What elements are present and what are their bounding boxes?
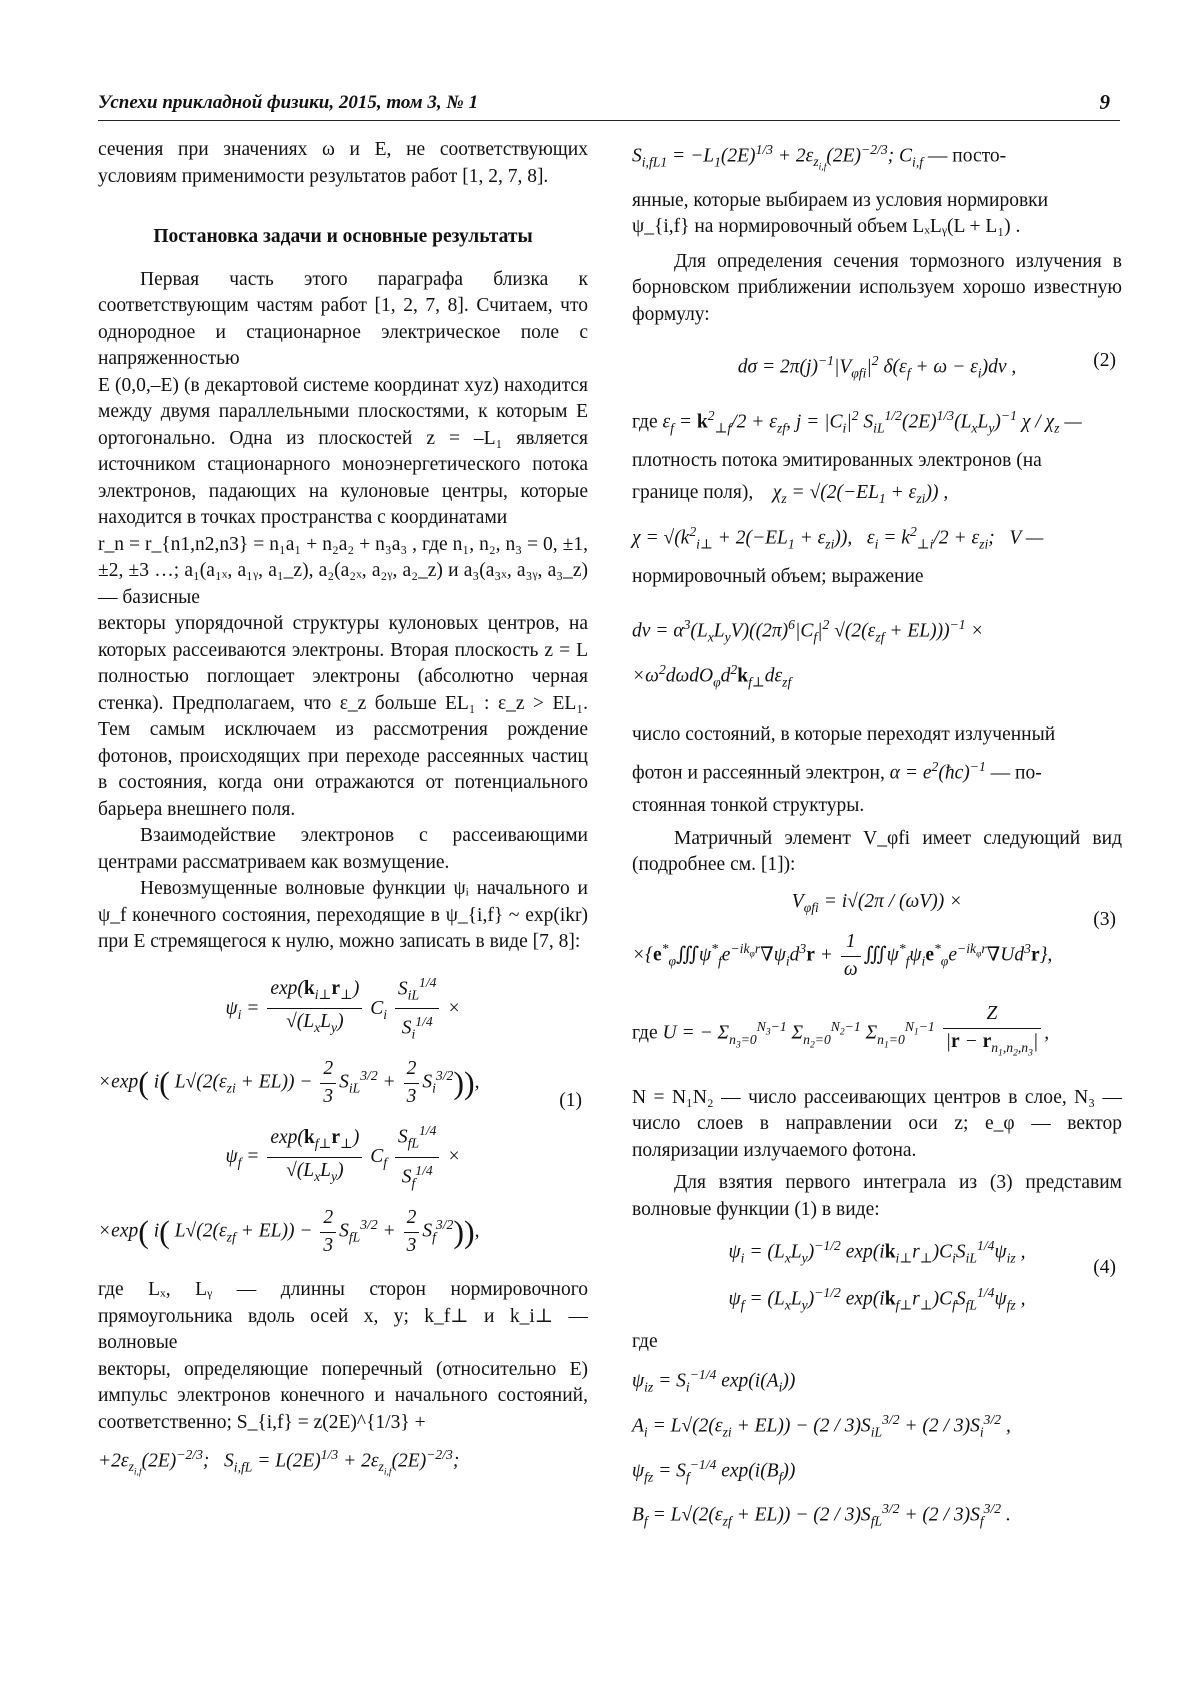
paragraph: плотность потока эмитированных электронов (на	[632, 449, 1042, 471]
equation-line: где U = − $\Sigma_{n_3=0}^{N_3-1}$ $\Sigma_{n_2=0}^{N_2-1}$ $\Sigma_{n_1=0}^{N_1-1}$ $\frac{Z}{|r - r_{n_1,n_2,n_3}|}$ ,	[632, 1003, 1050, 1059]
equation-line: $B_f = L√(2(\varepsilon_{zf} + EL)) - (2 / 3)S_{fL}^{3/2} + (2 / 3)S_f^{3/2}$ .	[632, 1501, 1011, 1529]
equation-number: (1)	[559, 1089, 582, 1111]
equation-line: $S_{i,fL1} = -L_1(2E)^{1/3} + 2\varepsilon_{z_{i,f}}(2E)^{-2/3}$; $C_{i,f}$ — посто-	[632, 142, 1007, 174]
equation-line: $\psi_{iz} = S_i^{-1/4}$ $\exp(i(A_i))$	[632, 1366, 796, 1395]
paragraph: стоянная тонкой структуры.	[632, 795, 865, 817]
equation-line: $\times\{e^*_\varphi∭\psi^*_fe^{-ik_\varphi r}\nabla\psi_id^3r$ + $\frac{1}{\omega}$ $∭\psi^*_f\psi_ie^*_\varphi e^{-ik_\varphi r}\nabla Ud^3r$},	[632, 931, 1053, 980]
paragraph: векторы упорядочной структуры кулоновых центров, на которых рассеиваются электроны. Вторая плоскость z = L полностью поглощает электроны (абсолютно черная стенка). Предполагаем, что ε_z больше EL₁ : ε_z > EL₁. Тем самым исключаем из рассмотрения рождение фотонов, происходящих при переходе рассеянных частиц в состояния, когда они отражаются от потенциального барьера внешнего поля.	[98, 613, 588, 820]
left-column	[98, 137, 588, 1493]
equation-line: $d\nu = \alpha^3(L_xL_yV)((2\pi)^6|C_f|^2$ $√(2(\varepsilon_{zf} + EL)))^{-1}$ ×	[632, 617, 984, 645]
equation-line: $\psi_f = (L_xL_y)^{-1/2}$ $\exp(ik_{f\perp}r_\perp)C_fS_{fL}^{1/4}\psi_{fz}$ ,	[728, 1285, 1026, 1313]
equation-line: фотон и рассеянный электрон, $\alpha = e^2(ħc)^{-1}$ — по-	[632, 759, 1042, 784]
equation-4	[632, 1233, 1122, 1319]
section-heading: Постановка задачи и основные результаты	[153, 226, 533, 247]
equation-line: $\times\omega^2d\omega dO_\varphi d^2k_{f\perp}d\varepsilon_{zf}$	[632, 662, 792, 690]
paragraph: где	[632, 1331, 658, 1353]
paragraph: Матричный элемент V_φfi имеет следующий вид (подробнее см. [1]):	[632, 827, 1122, 876]
paragraph: янные, которые выбираем из условия нормировки	[632, 189, 1049, 211]
equation-line: границе поля), $\chi_z = √(2(-EL_1 + \varepsilon_{zi}))$ ,	[632, 482, 949, 507]
equation-line: $\psi_{fz} = S_f^{-1/4}$ $\exp(i(B_f))$	[632, 1456, 796, 1484]
equation-line: $\psi_i$ = $\frac{\exp(k_{i\perp}r_\perp)}{√(L_xL_y)}$ $C_i$ $\frac{S_{iL}^{1/4}}{S_i^{1/4}}$ ×	[98, 970, 588, 1049]
paragraph: r_n = r_{n1,n2,n3} = n₁a₁ + n₂a₂ + n₃a₃ , где n₁, n₂, n₃ = 0, ±1, ±2, ±3 …; a₁(a₁ₓ, a₁ᵧ, a₁_z), a₂(a₂ₓ, a₂ᵧ, a₂_z) и a₃(a₃ₓ, a₃ᵧ, a₃_z) — базисные	[98, 533, 588, 608]
journal-title: Успехи прикладной физики, 2015, том 3, № 1	[98, 92, 479, 113]
paragraph: N = N₁N₂ — число рассеивающих центров в слое, N₃ — число слоев в направлении оси z; e_φ — вектор поляризации излучаемого фотона.	[632, 1086, 1122, 1161]
equation-line: ×exp( i( $L√(2(\varepsilon_{zf} + EL))$ − $\frac{2}{3}$ $S_{fL}^{3/2}$ + $\frac{2}{3}$ $S_f^{3/2}$)),	[98, 1207, 480, 1256]
paragraph: нормировочный объем; выражение	[632, 565, 924, 587]
equation-line: $\chi = √(k^2_{i\perp} + 2(-EL_1 + \varepsilon_{zi}))$, $\varepsilon_i = k^2_{\perp i}/2 + \varepsilon_{zi}$; V —	[632, 523, 1044, 552]
paragraph: ψ_{i,f} на нормировочный объем LₓLᵧ(L + L₁) .	[632, 216, 1021, 238]
equation-line: ×exp( i( $L√(2(\varepsilon_{zi} + EL))$ − $\frac{2}{3}$ $S_{iL}^{3/2}$ + $\frac{2}{3}$ $S_i^{3/2}$)),	[98, 1058, 480, 1107]
page-number: 9	[1099, 90, 1110, 114]
equation-1	[98, 970, 588, 1260]
right-column	[632, 137, 1122, 1541]
equation-line: $d\sigma = 2\pi(j)^{-1}|V_{\varphi fi}|^2$ $\delta(\varepsilon_f + \omega - \varepsilon_i)d\nu$ ,	[737, 353, 1017, 381]
equation-number: (4)	[1093, 1257, 1116, 1279]
equation-3	[632, 889, 1122, 983]
paragraph: Для определения сечения тормозного излучения в борновском приближении используем хорошо известную формулу:	[632, 250, 1122, 325]
paragraph: Невозмущенные волновые функции ψᵢ начального и ψ_f конечного состояния, переходящие в ψ_{i,f} ~ exp(ikr) при E стремящегося к нулю, можно записать в виде [7, 8]:	[98, 878, 588, 952]
equation-2	[632, 348, 1122, 387]
running-header	[98, 86, 1120, 121]
paragraph: E (0,0,–E) (в декартовой системе координат xyz) находится между двумя параллельными плоскостями, к которым E ортогонально. Одна из плоскостей z = –L₁ является источником стационарного моноэнергетического потока электронов, падающих на кулоновые центры, которые находится в точках пространства с координатами	[98, 374, 588, 528]
equation-number: (2)	[1093, 350, 1116, 372]
equation-line: $+2\varepsilon_{z_{i,f}}(2E)^{-2/3}$; $S_{i,fL} = L(2E)^{1/3} + 2\varepsilon_{z_{i,f}}(2E)^{-2/3}$;	[98, 1447, 460, 1479]
equation-line: $A_i = L√(2(\varepsilon_{zi} + EL)) - (2 / 3)S_{iL}^{3/2} + (2 / 3)S_i^{3/2}$ ,	[632, 1411, 1011, 1440]
paragraph: векторы, определяющие поперечный (относительно E) импульс электронов конечного и начального состояний, соответственно; S_{i,f} = z(2E)^{1/3} +	[98, 1358, 588, 1433]
equation-line: где $\varepsilon_f = k^2_{\perp f}/2 + \varepsilon_{zf}$, $j = |C_i|^2$ $S_{iL}^{1/2}(2E)^{1/3}(L_xL_y)^{-1}$ χ / $\chi_z$ —	[632, 408, 1082, 436]
equation-number: (3)	[1093, 908, 1116, 930]
paragraph: Взаимодействие электронов с рассеивающими центрами рассматриваем как возмущение.	[98, 825, 588, 873]
paragraph: где Lₓ, Lᵧ — длинны сторон нормировочного прямоугольника вдоль осей x, y; k_f⊥ и k_i⊥ — волновые	[98, 1279, 588, 1354]
paragraph: сечения при значениях ω и E, не соответствующих условиям применимости результатов работ [1, 2, 7, 8].	[98, 139, 588, 187]
paragraph: число состояний, в которые переходят излученный	[632, 723, 1056, 745]
equation-line: $\psi_f$ = $\frac{\exp(k_{f\perp}r_\perp)}{√(L_xL_y)}$ $C_f$ $\frac{S_{fL}^{1/4}}{S_f^{1/4}}$ ×	[98, 1118, 588, 1197]
equation-line: $V_{\varphi fi} = i√(2\pi / (\omega V))$ ×	[791, 890, 963, 915]
paragraph: Первая часть этого параграфа близка к соответствующим частям работ [1, 2, 7, 8]. Считаем, что однородное и стационарное электрическое поле с напряженностью	[98, 268, 588, 369]
equation-line: $\psi_i = (L_xL_y)^{-1/2}$ $\exp(ik_{i\perp}r_\perp)C_iS_{iL}^{1/4}\psi_{iz}$ ,	[728, 1238, 1026, 1266]
paragraph: Для взятия первого интеграла из (3) представим волновые функции (1) в виде:	[632, 1172, 1122, 1220]
